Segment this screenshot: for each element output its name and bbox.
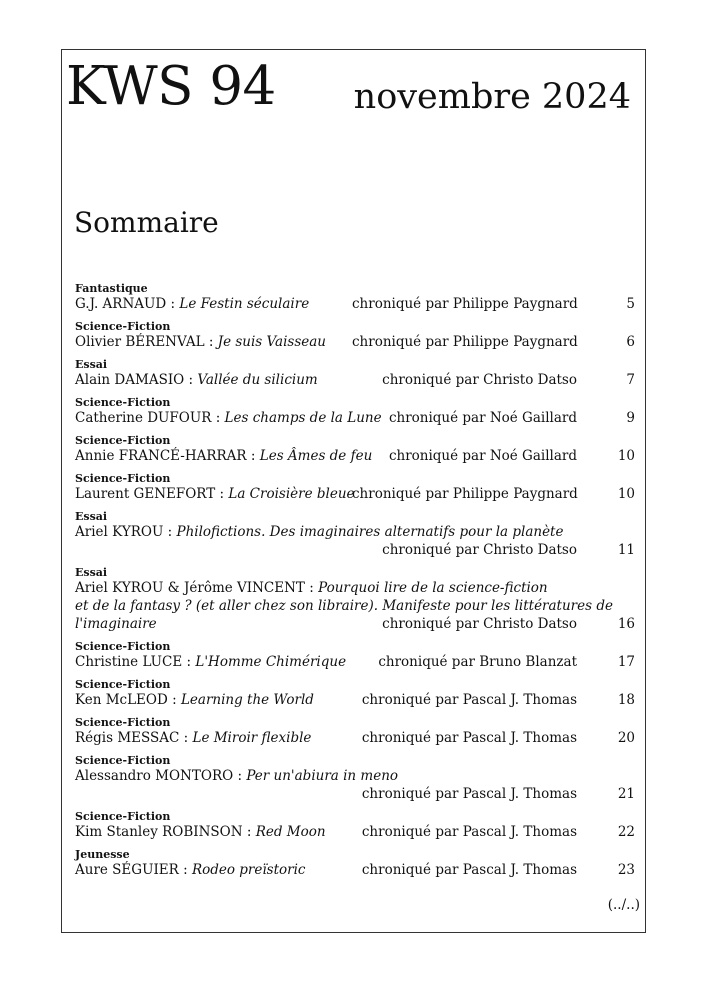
entry-line	[75, 409, 635, 427]
entry-genre: Jeunesse	[75, 848, 130, 861]
entry-page-number: 17	[617, 654, 635, 670]
entry-reference	[75, 409, 382, 427]
entry-work-title: et de la fantasy ? (et aller chez son libraire). Manifeste pour les littératures de	[75, 598, 613, 614]
entry-work-title: Rodeo preïstoric	[191, 862, 306, 878]
entry-reference	[75, 295, 352, 313]
entry-reviewer: chroniqué par Noé Gaillard	[388, 448, 577, 464]
entry-reference	[75, 729, 352, 747]
entry-work-title: Per un'abiura in meno	[246, 768, 399, 784]
entry-reviewer: chroniqué par Christo Datso	[382, 616, 577, 632]
entry-reviewer	[352, 767, 577, 785]
contents-entry	[75, 320, 635, 351]
entry-work-title: La Croisière bleue	[228, 486, 355, 502]
entry-line	[75, 295, 635, 313]
continued-marker: (../..)	[607, 897, 640, 913]
entry-page-number	[577, 523, 635, 541]
entry-genre: Science-Fiction	[75, 640, 171, 653]
entry-page-number: 10	[617, 486, 635, 502]
entry-work-title: Red Moon	[255, 824, 326, 840]
contents-entry	[75, 396, 635, 427]
entry-genre: Science-Fiction	[75, 678, 171, 691]
entry-author: Catherine DUFOUR :	[75, 410, 225, 426]
entry-reviewer	[352, 523, 577, 541]
entry-reviewer: chroniqué par Christo Datso	[382, 542, 577, 558]
entry-work-title: Learning the World	[180, 692, 314, 708]
entry-author: Ariel KYROU :	[75, 524, 177, 540]
entry-reviewer: chroniqué par Pascal J. Thomas	[361, 786, 577, 802]
entry-line	[75, 767, 635, 785]
contents-entry	[75, 640, 635, 671]
entry-work-title: Les champs de la Lune	[224, 410, 382, 426]
entry-author: Laurent GENEFORT :	[75, 486, 229, 502]
entry-reviewer: chroniqué par Pascal J. Thomas	[361, 692, 577, 708]
entry-work-title: Les Âmes de feu	[259, 448, 373, 464]
entry-author: Christine LUCE :	[75, 654, 196, 670]
entry-reviewer	[352, 579, 577, 597]
entry-line	[75, 691, 635, 709]
entry-reviewer: chroniqué par Noé Gaillard	[388, 410, 577, 426]
entry-reviewer: chroniqué par Christo Datso	[382, 372, 577, 388]
entry-reference	[75, 371, 352, 389]
entry-reference	[75, 615, 352, 633]
entry-line	[75, 541, 635, 559]
entry-line	[75, 523, 635, 541]
contents-entry	[75, 472, 635, 503]
entry-genre: Science-Fiction	[75, 396, 171, 409]
entry-genre: Science-Fiction	[75, 472, 171, 485]
entry-reviewer: chroniqué par Philippe Paygnard	[352, 296, 578, 312]
entry-genre: Science-Fiction	[75, 434, 171, 447]
entry-genre: Essai	[75, 566, 108, 579]
entry-line	[75, 333, 635, 351]
entry-page-number: 16	[617, 616, 635, 632]
entry-page-number: 22	[617, 824, 635, 840]
contents-entry	[75, 810, 635, 841]
entry-page-number: 9	[626, 410, 635, 426]
entry-author: Kim Stanley ROBINSON :	[75, 824, 256, 840]
entry-genre: Science-Fiction	[75, 716, 171, 729]
contents-entry	[75, 566, 635, 633]
entry-reviewer	[352, 597, 577, 615]
entry-author: Ariel KYROU & Jérôme VINCENT :	[75, 580, 319, 596]
entry-line	[75, 485, 635, 503]
entry-reference	[75, 691, 352, 709]
entry-reviewer: chroniqué par Pascal J. Thomas	[361, 824, 577, 840]
entry-page-number	[577, 767, 635, 785]
entry-author: Régis MESSAC :	[75, 730, 193, 746]
entry-line	[75, 615, 635, 633]
contents-entry	[75, 754, 635, 803]
entry-genre: Essai	[75, 358, 108, 371]
entry-reviewer: chroniqué par Bruno Blanzat	[378, 654, 577, 670]
entry-genre: Science-Fiction	[75, 810, 171, 823]
entry-reviewer: chroniqué par Pascal J. Thomas	[361, 862, 577, 878]
entry-work-title: Je suis Vaisseau	[217, 334, 326, 350]
entry-work-title: Philofictions. Des imaginaires alternatifs pour la planète	[176, 524, 564, 540]
entry-reviewer: chroniqué par Philippe Paygnard	[352, 486, 578, 502]
entry-reference	[75, 485, 355, 503]
entry-work-title: Pourquoi lire de la science-fiction	[318, 580, 548, 596]
entry-author: G.J. ARNAUD :	[75, 296, 180, 312]
entry-work-title: Vallée du silicium	[197, 372, 318, 388]
contents-heading: Sommaire	[74, 206, 219, 239]
entry-reference	[75, 447, 373, 465]
entry-author: Alessandro MONTORO :	[75, 768, 247, 784]
entry-work-title: Le Festin séculaire	[179, 296, 310, 312]
contents-entry	[75, 510, 635, 559]
entry-author: Alain DAMASIO :	[75, 372, 198, 388]
entry-reference	[75, 767, 399, 785]
entry-work-title: L'Homme Chimérique	[195, 654, 347, 670]
entry-work-title: Le Miroir flexible	[192, 730, 312, 746]
entry-author: Ken McLEOD :	[75, 692, 181, 708]
entry-reference	[75, 541, 352, 559]
entry-reference	[75, 861, 352, 879]
entry-reference	[75, 597, 613, 615]
entry-line	[75, 371, 635, 389]
entry-page-number	[577, 579, 635, 597]
entry-line	[75, 729, 635, 747]
entry-line	[75, 597, 635, 615]
entry-work-title: l'imaginaire	[75, 616, 157, 632]
entry-reviewer: chroniqué par Philippe Paygnard	[352, 334, 578, 350]
entry-page-number: 10	[617, 448, 635, 464]
entry-page-number: 20	[617, 730, 635, 746]
entry-line	[75, 447, 635, 465]
entry-genre: Essai	[75, 510, 108, 523]
entry-author: Annie FRANCÉ-HARRAR :	[75, 448, 260, 464]
issue-date: novembre 2024	[353, 77, 631, 117]
entry-author: Olivier BÉRENVAL :	[75, 334, 218, 350]
contents-list	[75, 282, 635, 886]
entry-genre: Science-Fiction	[75, 320, 171, 333]
entry-page-number: 7	[626, 372, 635, 388]
entry-author: Aure SÉGUIER :	[75, 862, 192, 878]
entry-line	[75, 785, 635, 803]
contents-entry	[75, 434, 635, 465]
entry-genre: Fantastique	[75, 282, 148, 295]
entry-reference	[75, 333, 352, 351]
entry-line	[75, 823, 635, 841]
entry-genre: Science-Fiction	[75, 754, 171, 767]
entry-line	[75, 653, 635, 671]
entry-line	[75, 579, 635, 597]
contents-entry	[75, 358, 635, 389]
magazine-title: KWS 94	[66, 56, 276, 117]
entry-reference	[75, 653, 352, 671]
entry-reference	[75, 785, 352, 803]
entry-page-number: 5	[626, 296, 635, 312]
entry-reviewer: chroniqué par Pascal J. Thomas	[361, 730, 577, 746]
entry-page-number: 6	[626, 334, 635, 350]
contents-entry	[75, 716, 635, 747]
entry-page-number: 23	[617, 862, 635, 878]
entry-page-number	[577, 597, 635, 615]
entry-page-number: 18	[617, 692, 635, 708]
entry-line	[75, 861, 635, 879]
entry-reference	[75, 523, 564, 541]
entry-reference	[75, 823, 352, 841]
entry-reference	[75, 579, 548, 597]
contents-entry	[75, 848, 635, 879]
contents-entry	[75, 282, 635, 313]
entry-page-number: 21	[617, 786, 635, 802]
entry-page-number: 11	[617, 542, 635, 558]
contents-entry	[75, 678, 635, 709]
